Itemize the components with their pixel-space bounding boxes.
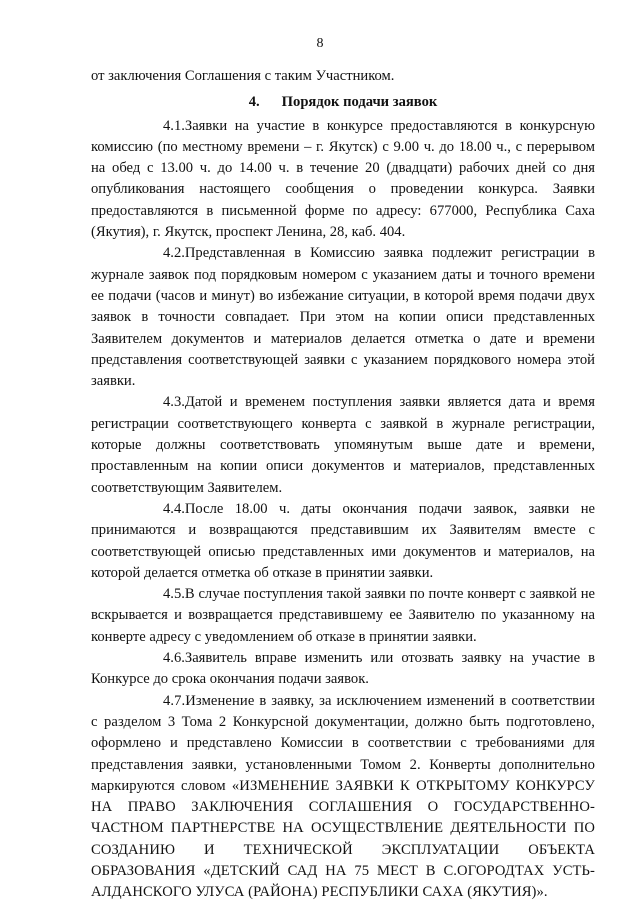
- section-title: Порядок подачи заявок: [281, 94, 438, 111]
- paragraph-number: 4.2.: [163, 245, 185, 262]
- paragraph-number: 4.5.: [163, 586, 185, 603]
- paragraph-4-5: [91, 584, 595, 648]
- paragraph-text: Изменение в заявку, за исключением изменений в соответствии с разделом 3 Тома 2 Конкурсной документации, должно быть подготовлено, оформлено и представлено Комиссии в соответствии с требованиями для представления заявки, установленными Томом 2. Конверты дополнительно маркируются словом «ИЗМЕНЕНИЕ ЗАЯВКИ К ОТКРЫТОМУ КОНКУРСУ НА ПРАВО ЗАКЛЮЧЕНИЯ СОГЛАШЕНИЯ О ГОСУДАРСТВЕННО-ЧАСТНОМ ПАРТНЕРСТВЕ НА ОСУЩЕСТВЛЕНИЕ ДЕЯТЕЛЬНОСТИ ПО СОЗДАНИЮ И ТЕХНИЧЕСКОЙ ЭКСПЛУАТАЦИИ ОБЪЕКТА ОБРАЗОВАНИЯ «ДЕТСКИЙ САД НА 75 МЕСТ В С.ОГОРОДТАХ УСТЬ-АЛДАНСКОГО УЛУСА (РАЙОНА) РЕСПУБЛИКИ САХА (ЯКУТИЯ)».: [91, 692, 595, 901]
- page-number: 8: [316, 36, 324, 51]
- paragraph-4-2: [91, 243, 595, 392]
- intro-line: от заключения Соглашения с таким Участником.: [91, 68, 395, 84]
- paragraph-4-3: [91, 392, 595, 498]
- paragraph-number: 4.7.: [163, 692, 186, 709]
- section-number: 4.: [248, 94, 260, 111]
- paragraph-text: Заявитель вправе изменить или отозвать заявку на участие в Конкурсе до срока окончания подачи заявок.: [91, 650, 595, 688]
- paragraph-text: В случае поступления такой заявки по почте конверт с заявкой не вскрывается и возвращается представившему ее Заявителю по указанному на конверте адресу с уведомлением об отказе в принятии заявки.: [91, 586, 595, 645]
- paragraph-text: После 18.00 ч. даты окончания подачи заявок, заявки не принимаются и возвращаются представившим их Заявителям вместе с соответствующей описью представленных ими документов и материалов, на которой делается отметка об отказе в принятии заявки.: [91, 500, 595, 581]
- paragraph-4-6: [91, 648, 595, 691]
- paragraph-text: Датой и временем поступления заявки является дата и время регистрации соответствующего конверта с заявкой в журнале регистрации, которые должны соответствовать упомянутым выше дате и времени, проставленным на копии описи документов и материалов, представленных соответствующим Заявителем.: [91, 394, 595, 496]
- paragraph-number: 4.3.: [163, 394, 185, 411]
- paragraph-4-7: [91, 691, 595, 904]
- paragraph-text: Заявки на участие в конкурсе предоставляются в конкурсную комиссию (по местному времени – г. Якутск) с 9.00 ч. до 18.00 ч., с перерывом на обед с 13.00 ч. до 14.00 ч. в течение 20 (двадцати) рабочих дней со дня опубликования настоящего сообщения о проведении конкурса. Заявки предоставляются в письменной форме по адресу: 677000, Республика Саха (Якутия), г. Якутск, проспект Ленина, 28, каб. 404.: [91, 117, 595, 241]
- paragraph-4-4: [91, 499, 595, 584]
- paragraph-4-1: [91, 116, 595, 244]
- paragraph-number: 4.6.: [163, 650, 185, 667]
- paragraph-number: 4.4.: [163, 500, 185, 517]
- section-heading: [91, 92, 595, 113]
- paragraph-number: 4.1.: [163, 117, 185, 134]
- paragraph-text: Представленная в Комиссию заявка подлежит регистрации в журнале заявок под порядковым номером с указанием даты и точного времени ее подачи (часов и минут) во избежание ситуации, в которой время подачи двух заявок в точности совпадает. При этом на копии описи представленных Заявителем документов и материалов делается отметка о дате и времени представления соответствующей заявки с указанием порядкового номера этой заявки.: [91, 245, 595, 390]
- document-body: [91, 66, 595, 904]
